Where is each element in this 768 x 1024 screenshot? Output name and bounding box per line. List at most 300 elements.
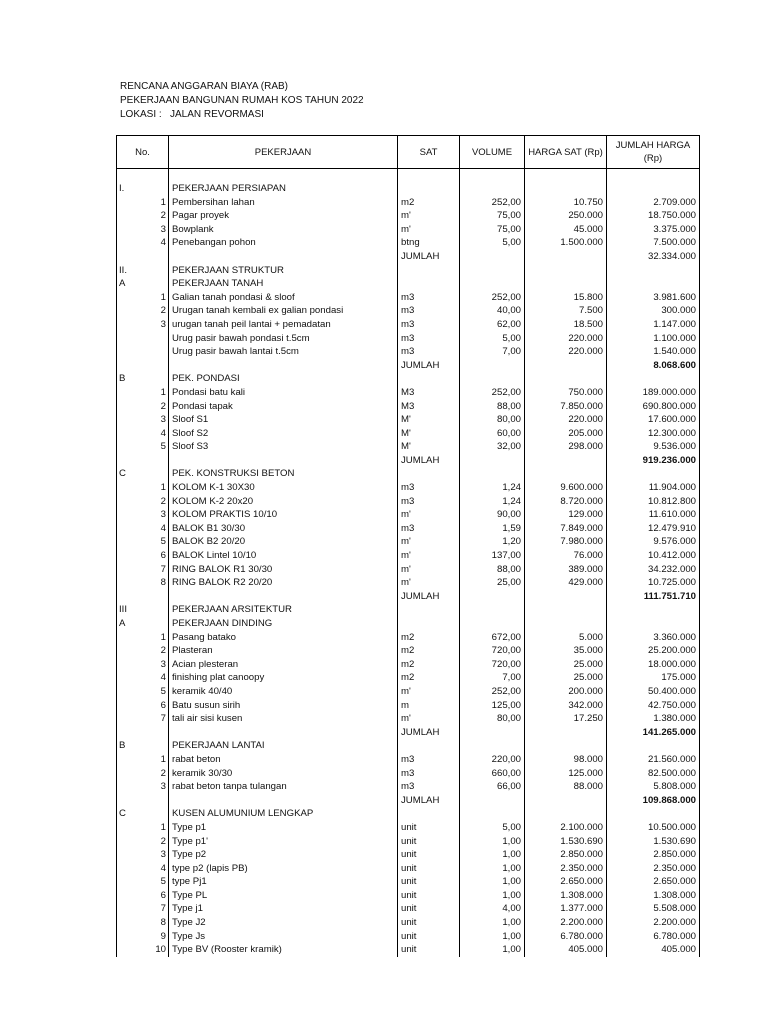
cell-no: 4 — [117, 862, 169, 876]
cell-jumlah-harga — [607, 617, 700, 631]
location-line — [120, 108, 364, 122]
table-row — [117, 807, 700, 821]
cell-harga-sat — [525, 739, 607, 753]
cell-jumlah-harga: 6.780.000 — [607, 930, 700, 944]
cell-no: 2 — [117, 767, 169, 781]
cell-no: 4 — [117, 427, 169, 441]
table-row — [117, 522, 700, 536]
cell-harga-sat: 10.750 — [525, 196, 607, 210]
cell-jumlah-harga: 405.000 — [607, 943, 700, 957]
cell-pekerjaan: BALOK B2 20/20 — [169, 535, 398, 549]
cell-harga-sat: 17.250 — [525, 712, 607, 726]
table-row — [117, 400, 700, 414]
cell-jumlah-harga: 12.479.910 — [607, 522, 700, 536]
cell-pekerjaan: keramik 40/40 — [169, 685, 398, 699]
cell-jumlah-harga: 1.530.690 — [607, 835, 700, 849]
cell-pekerjaan: Batu susun sirih — [169, 699, 398, 713]
cell-pekerjaan: PEKERJAAN STRUKTUR — [169, 264, 398, 278]
cell-no: B — [117, 372, 169, 386]
cell-volume — [460, 467, 525, 481]
table-spacer-row — [117, 169, 700, 183]
table-row — [117, 767, 700, 781]
cell-pekerjaan: Type p1' — [169, 835, 398, 849]
cell-sat — [398, 603, 460, 617]
cell-pekerjaan: PEK. KONSTRUKSI BETON — [169, 467, 398, 481]
cell-jumlah-harga — [607, 264, 700, 278]
document-title: RENCANA ANGGARAN BIAYA (RAB) — [120, 81, 289, 92]
cell-pekerjaan: finishing plat canoopy — [169, 671, 398, 685]
table-row — [117, 862, 700, 876]
cell-jumlah-harga: 1.100.000 — [607, 332, 700, 346]
cell-pekerjaan: Sloof S3 — [169, 440, 398, 454]
cell-volume: 137,00 — [460, 549, 525, 563]
cell-pekerjaan: urugan tanah peil lantai + pemadatan — [169, 318, 398, 332]
cell-pekerjaan: keramik 30/30 — [169, 767, 398, 781]
cell-sat: m3 — [398, 332, 460, 346]
cell-no: 3 — [117, 848, 169, 862]
cell-harga-sat: 2.200.000 — [525, 916, 607, 930]
cell-volume: 80,00 — [460, 413, 525, 427]
cell-sat: JUMLAH — [398, 590, 460, 604]
cell-sat: JUMLAH — [398, 250, 460, 264]
cell-harga-sat: 1.530.690 — [525, 835, 607, 849]
cell-volume: 1,00 — [460, 889, 525, 903]
cell-no — [117, 726, 169, 740]
cell-pekerjaan: RING BALOK R2 20/20 — [169, 576, 398, 590]
cell-pekerjaan: Sloof S1 — [169, 413, 398, 427]
cell-sat: m' — [398, 209, 460, 223]
cell-no: 6 — [117, 699, 169, 713]
cell-harga-sat: 205.000 — [525, 427, 607, 441]
cell-sat: unit — [398, 835, 460, 849]
cell-sat: unit — [398, 875, 460, 889]
cell-jumlah-harga: 18.000.000 — [607, 658, 700, 672]
cell-pekerjaan: Type Js — [169, 930, 398, 944]
cell-sat: m2 — [398, 644, 460, 658]
cell-no: 7 — [117, 902, 169, 916]
cell-sat: m3 — [398, 345, 460, 359]
cell-pekerjaan: Plasteran — [169, 644, 398, 658]
cell-harga-sat: 76.000 — [525, 549, 607, 563]
cell-jumlah-harga: 12.300.000 — [607, 427, 700, 441]
cell-pekerjaan: Urugan tanah kembali ex galian pondasi — [169, 304, 398, 318]
table-row — [117, 495, 700, 509]
table-row — [117, 685, 700, 699]
cell-sat: m3 — [398, 318, 460, 332]
budget-table — [116, 135, 700, 957]
cell-pekerjaan: Pondasi batu kali — [169, 386, 398, 400]
table-row — [117, 236, 700, 250]
table-row — [117, 835, 700, 849]
cell-no: 7 — [117, 712, 169, 726]
cell-volume: 220,00 — [460, 753, 525, 767]
cell-pekerjaan: RING BALOK R1 30/30 — [169, 563, 398, 577]
cell-volume — [460, 182, 525, 196]
cell-jumlah-harga: 10.725.000 — [607, 576, 700, 590]
table-row — [117, 848, 700, 862]
cell-jumlah-harga — [607, 807, 700, 821]
cell-sat: m' — [398, 712, 460, 726]
cell-pekerjaan — [169, 794, 398, 808]
cell-no: 3 — [117, 318, 169, 332]
cell-sat: M' — [398, 427, 460, 441]
cell-jumlah-harga — [607, 372, 700, 386]
cell-harga-sat: 9.600.000 — [525, 481, 607, 495]
cell-pekerjaan: KOLOM K-2 20x20 — [169, 495, 398, 509]
cell-sat: m3 — [398, 291, 460, 305]
table-row — [117, 332, 700, 346]
cell-harga-sat: 298.000 — [525, 440, 607, 454]
cell-jumlah-harga: 3.360.000 — [607, 631, 700, 645]
table-row — [117, 576, 700, 590]
cell-pekerjaan: PEKERJAAN ARSITEKTUR — [169, 603, 398, 617]
cell-harga-sat: 342.000 — [525, 699, 607, 713]
cell-harga-sat: 220.000 — [525, 413, 607, 427]
cell-sat: unit — [398, 889, 460, 903]
table-row — [117, 902, 700, 916]
cell-sat: unit — [398, 916, 460, 930]
cell-no: A — [117, 277, 169, 291]
cell-harga-sat: 25.000 — [525, 671, 607, 685]
cell-no: 1 — [117, 386, 169, 400]
cell-volume: 66,00 — [460, 780, 525, 794]
cell-sat — [398, 264, 460, 278]
cell-sat: unit — [398, 862, 460, 876]
cell-volume: 88,00 — [460, 563, 525, 577]
cell-volume: 5,00 — [460, 821, 525, 835]
cell-harga-sat: 7.849.000 — [525, 522, 607, 536]
cell-sat: m3 — [398, 522, 460, 536]
cell-no: 1 — [117, 821, 169, 835]
cell-volume — [460, 264, 525, 278]
cell-harga-sat: 98.000 — [525, 753, 607, 767]
cell-sat: M3 — [398, 386, 460, 400]
table-row — [117, 603, 700, 617]
cell-harga-sat — [525, 264, 607, 278]
table-row — [117, 291, 700, 305]
cell-sat: m3 — [398, 481, 460, 495]
cell-no: A — [117, 617, 169, 631]
cell-pekerjaan: type Pj1 — [169, 875, 398, 889]
column-header-harga-sat: HARGA SAT (Rp) — [525, 136, 607, 169]
cell-volume: 80,00 — [460, 712, 525, 726]
cell-volume: 40,00 — [460, 304, 525, 318]
cell-no: 5 — [117, 685, 169, 699]
table-row — [117, 413, 700, 427]
cell-volume: 1,20 — [460, 535, 525, 549]
cell-sat: unit — [398, 821, 460, 835]
cell-sat: m3 — [398, 780, 460, 794]
cell-harga-sat: 1.308.000 — [525, 889, 607, 903]
table-row — [117, 467, 700, 481]
cell-jumlah-harga — [607, 603, 700, 617]
cell-harga-sat: 129.000 — [525, 508, 607, 522]
cell-volume — [460, 372, 525, 386]
cell-no: 6 — [117, 549, 169, 563]
cell-pekerjaan: Galian tanah pondasi & sloof — [169, 291, 398, 305]
cell-sat: m' — [398, 508, 460, 522]
cell-jumlah-harga: 1.380.000 — [607, 712, 700, 726]
cell-no: 1 — [117, 631, 169, 645]
cell-harga-sat: 8.720.000 — [525, 495, 607, 509]
cell-volume: 125,00 — [460, 699, 525, 713]
cell-sat: JUMLAH — [398, 726, 460, 740]
location-value: JALAN REVORMASI — [170, 109, 264, 120]
cell-no: 2 — [117, 304, 169, 318]
cell-harga-sat: 200.000 — [525, 685, 607, 699]
cell-jumlah-harga: 11.610.000 — [607, 508, 700, 522]
cell-harga-sat: 25.000 — [525, 658, 607, 672]
cell-jumlah-harga: 11.904.000 — [607, 481, 700, 495]
cell-sat — [398, 372, 460, 386]
cell-pekerjaan: Type BV (Rooster kramik) — [169, 943, 398, 957]
cell-sat: m3 — [398, 304, 460, 318]
cell-no: 6 — [117, 889, 169, 903]
cell-pekerjaan: Pagar proyek — [169, 209, 398, 223]
cell-no: B — [117, 739, 169, 753]
table-row — [117, 671, 700, 685]
table-row-subtotal — [117, 590, 700, 604]
table-row — [117, 658, 700, 672]
column-header-volume: VOLUME — [460, 136, 525, 169]
cell-sat: btng — [398, 236, 460, 250]
cell-sat: unit — [398, 902, 460, 916]
cell-volume: 1,00 — [460, 943, 525, 957]
column-header-jumlah-harga: JUMLAH HARGA (Rp) — [607, 136, 700, 169]
cell-no: 4 — [117, 671, 169, 685]
cell-jumlah-harga — [607, 739, 700, 753]
cell-sat: unit — [398, 943, 460, 957]
cell-harga-sat — [525, 454, 607, 468]
cell-harga-sat: 750.000 — [525, 386, 607, 400]
cell-pekerjaan — [169, 590, 398, 604]
cell-harga-sat — [525, 726, 607, 740]
cell-volume — [460, 794, 525, 808]
cell-no: C — [117, 807, 169, 821]
cell-volume: 7,00 — [460, 345, 525, 359]
cell-no: 1 — [117, 196, 169, 210]
cell-harga-sat: 429.000 — [525, 576, 607, 590]
cell-jumlah-harga: 5.808.000 — [607, 780, 700, 794]
cell-sat: M' — [398, 413, 460, 427]
cell-pekerjaan: PEKERJAAN LANTAI — [169, 739, 398, 753]
cell-pekerjaan: KOLOM K-1 30X30 — [169, 481, 398, 495]
cell-pekerjaan: Bowplank — [169, 223, 398, 237]
cell-pekerjaan: BALOK B1 30/30 — [169, 522, 398, 536]
table-row — [117, 943, 700, 957]
cell-no: 5 — [117, 535, 169, 549]
cell-jumlah-harga: 2.850.000 — [607, 848, 700, 862]
cell-harga-sat: 250.000 — [525, 209, 607, 223]
cell-volume: 1,00 — [460, 875, 525, 889]
cell-volume: 660,00 — [460, 767, 525, 781]
cell-pekerjaan: rabat beton — [169, 753, 398, 767]
cell-jumlah-harga: 919.236.000 — [607, 454, 700, 468]
cell-jumlah-harga: 111.751.710 — [607, 590, 700, 604]
cell-no: 2 — [117, 835, 169, 849]
location-label: LOKASI : — [120, 109, 162, 120]
cell-volume: 7,00 — [460, 671, 525, 685]
cell-pekerjaan: type p2 (lapis PB) — [169, 862, 398, 876]
cell-volume: 1,24 — [460, 481, 525, 495]
cell-volume: 60,00 — [460, 427, 525, 441]
cell-sat: m' — [398, 535, 460, 549]
cell-harga-sat — [525, 182, 607, 196]
cell-no: 2 — [117, 400, 169, 414]
cell-volume: 252,00 — [460, 196, 525, 210]
cell-sat: m2 — [398, 658, 460, 672]
table-row-subtotal — [117, 250, 700, 264]
cell-pekerjaan: Pasang batako — [169, 631, 398, 645]
cell-sat: JUMLAH — [398, 794, 460, 808]
cell-volume — [460, 739, 525, 753]
table-row — [117, 264, 700, 278]
cell-harga-sat: 15.800 — [525, 291, 607, 305]
table-row — [117, 930, 700, 944]
cell-harga-sat — [525, 372, 607, 386]
cell-harga-sat: 6.780.000 — [525, 930, 607, 944]
cell-jumlah-harga: 1.147.000 — [607, 318, 700, 332]
table-row — [117, 644, 700, 658]
cell-no: 3 — [117, 780, 169, 794]
cell-pekerjaan: Type J2 — [169, 916, 398, 930]
cell-pekerjaan: Type j1 — [169, 902, 398, 916]
cell-pekerjaan: Type p2 — [169, 848, 398, 862]
cell-sat: m' — [398, 549, 460, 563]
cell-harga-sat: 125.000 — [525, 767, 607, 781]
cell-pekerjaan: Urug pasir bawah pondasi t.5cm — [169, 332, 398, 346]
cell-no: I. — [117, 182, 169, 196]
cell-jumlah-harga: 18.750.000 — [607, 209, 700, 223]
cell-no: 2 — [117, 209, 169, 223]
cell-jumlah-harga: 300.000 — [607, 304, 700, 318]
cell-jumlah-harga: 17.600.000 — [607, 413, 700, 427]
table-row — [117, 699, 700, 713]
cell-jumlah-harga: 21.560.000 — [607, 753, 700, 767]
cell-pekerjaan: PEKERJAAN PERSIAPAN — [169, 182, 398, 196]
cell-no — [117, 332, 169, 346]
cell-no — [117, 345, 169, 359]
cell-jumlah-harga: 109.868.000 — [607, 794, 700, 808]
cell-no: 3 — [117, 413, 169, 427]
column-header-pekerjaan: PEKERJAAN — [169, 136, 398, 169]
table-row — [117, 821, 700, 835]
cell-harga-sat: 220.000 — [525, 345, 607, 359]
cell-volume — [460, 277, 525, 291]
cell-sat — [398, 617, 460, 631]
cell-volume: 90,00 — [460, 508, 525, 522]
cell-harga-sat: 7.850.000 — [525, 400, 607, 414]
cell-no: 2 — [117, 644, 169, 658]
cell-harga-sat: 2.100.000 — [525, 821, 607, 835]
cell-pekerjaan — [169, 454, 398, 468]
cell-harga-sat: 7.980.000 — [525, 535, 607, 549]
cell-volume: 672,00 — [460, 631, 525, 645]
cell-volume: 1,00 — [460, 835, 525, 849]
cell-jumlah-harga: 42.750.000 — [607, 699, 700, 713]
cell-pekerjaan: KUSEN ALUMUNIUM LENGKAP — [169, 807, 398, 821]
cell-no: 10 — [117, 943, 169, 957]
cell-harga-sat: 35.000 — [525, 644, 607, 658]
cell-no — [117, 794, 169, 808]
cell-harga-sat: 7.500 — [525, 304, 607, 318]
cell-volume: 1,00 — [460, 862, 525, 876]
cell-no: 8 — [117, 916, 169, 930]
cell-pekerjaan: Type PL — [169, 889, 398, 903]
cell-jumlah-harga: 10.500.000 — [607, 821, 700, 835]
cell-no: C — [117, 467, 169, 481]
cell-volume — [460, 454, 525, 468]
cell-harga-sat — [525, 603, 607, 617]
cell-sat: m' — [398, 576, 460, 590]
cell-pekerjaan: PEKERJAAN DINDING — [169, 617, 398, 631]
cell-sat: m2 — [398, 196, 460, 210]
cell-jumlah-harga: 175.000 — [607, 671, 700, 685]
cell-jumlah-harga: 82.500.000 — [607, 767, 700, 781]
column-header-sat: SAT — [398, 136, 460, 169]
cell-no: 4 — [117, 522, 169, 536]
cell-sat: unit — [398, 848, 460, 862]
cell-jumlah-harga: 25.200.000 — [607, 644, 700, 658]
cell-pekerjaan: PEK. PONDASI — [169, 372, 398, 386]
cell-sat: m2 — [398, 631, 460, 645]
cell-sat — [398, 739, 460, 753]
cell-jumlah-harga: 2.350.000 — [607, 862, 700, 876]
cell-jumlah-harga — [607, 467, 700, 481]
cell-jumlah-harga: 5.508.000 — [607, 902, 700, 916]
cell-volume — [460, 726, 525, 740]
cell-harga-sat — [525, 590, 607, 604]
cell-jumlah-harga: 9.536.000 — [607, 440, 700, 454]
cell-volume: 252,00 — [460, 685, 525, 699]
table-row — [117, 386, 700, 400]
cell-volume: 1,00 — [460, 930, 525, 944]
cell-volume: 720,00 — [460, 644, 525, 658]
cell-sat: M' — [398, 440, 460, 454]
cell-harga-sat: 1.500.000 — [525, 236, 607, 250]
column-header-no: No. — [117, 136, 169, 169]
cell-pekerjaan: tali air sisi kusen — [169, 712, 398, 726]
cell-jumlah-harga: 10.412.000 — [607, 549, 700, 563]
cell-sat: m' — [398, 563, 460, 577]
cell-harga-sat: 2.350.000 — [525, 862, 607, 876]
cell-jumlah-harga: 1.540.000 — [607, 345, 700, 359]
table-row-subtotal — [117, 726, 700, 740]
cell-no: 3 — [117, 658, 169, 672]
cell-volume — [460, 617, 525, 631]
cell-sat — [398, 277, 460, 291]
cell-harga-sat: 2.850.000 — [525, 848, 607, 862]
cell-harga-sat — [525, 359, 607, 373]
cell-jumlah-harga: 9.576.000 — [607, 535, 700, 549]
cell-volume: 1,00 — [460, 916, 525, 930]
cell-harga-sat: 18.500 — [525, 318, 607, 332]
cell-volume: 5,00 — [460, 236, 525, 250]
table-row — [117, 427, 700, 441]
cell-volume: 5,00 — [460, 332, 525, 346]
table-row-subtotal — [117, 359, 700, 373]
cell-pekerjaan: Sloof S2 — [169, 427, 398, 441]
cell-no: III — [117, 603, 169, 617]
cell-volume: 4,00 — [460, 902, 525, 916]
cell-no: 5 — [117, 440, 169, 454]
cell-jumlah-harga: 1.308.000 — [607, 889, 700, 903]
table-row — [117, 780, 700, 794]
cell-no: 7 — [117, 563, 169, 577]
cell-pekerjaan: Urug pasir bawah lantai t.5cm — [169, 345, 398, 359]
table-row — [117, 318, 700, 332]
cell-volume: 75,00 — [460, 223, 525, 237]
